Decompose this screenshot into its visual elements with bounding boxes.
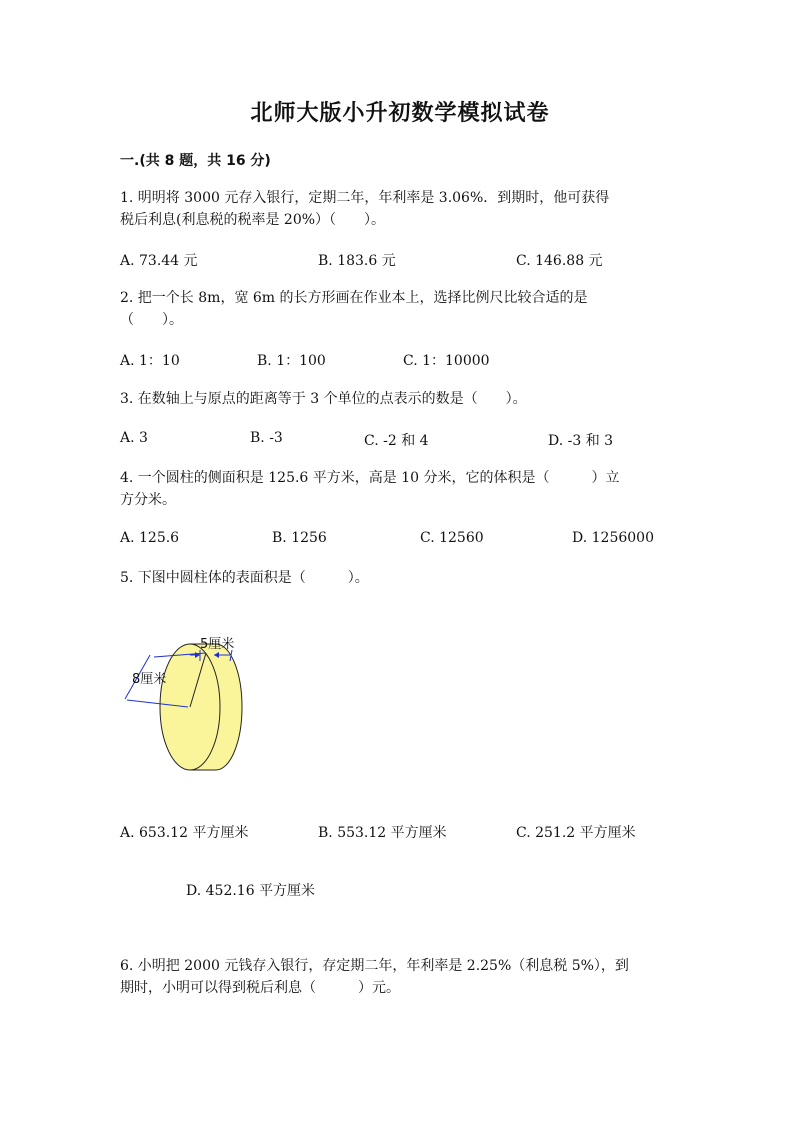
q5-option-a[interactable]: A. 653.12 平方厘米 <box>120 825 249 841</box>
question-4-line-1: 4. 一个圆柱的侧面积是 125.6 平方米，高是 10 分米，它的体积是（ ）立 <box>120 470 620 486</box>
question-3-line-1: 3. 在数轴上与原点的距离等于 3 个单位的点表示的数是（ ）。 <box>120 391 527 407</box>
q3-option-b[interactable]: B. -3 <box>250 430 283 446</box>
q2-option-c[interactable]: C. 1：10000 <box>403 353 490 369</box>
question-2-line-1: 2. 把一个长 8m，宽 6m 的长方形画在作业本上，选择比例尺比较合适的是 <box>120 290 588 306</box>
q4-option-d[interactable]: D. 1256000 <box>572 530 654 546</box>
q4-option-a[interactable]: A. 125.6 <box>120 530 180 546</box>
q3-option-d[interactable]: D. -3 和 3 <box>548 433 614 449</box>
q1-option-c[interactable]: C. 146.88 元 <box>516 253 603 269</box>
question-5-line-1: 5. 下图中圆柱体的表面积是（ ）。 <box>120 570 369 586</box>
radius-label: 8厘米 <box>132 672 167 687</box>
q3-option-a[interactable]: A. 3 <box>120 430 148 446</box>
question-1-line-2: 税后利息(利息税的税率是 20%）（ ）。 <box>120 212 386 228</box>
q2-option-b[interactable]: B. 1：100 <box>257 353 326 369</box>
q4-option-b[interactable]: B. 1256 <box>272 530 327 546</box>
q5-option-c[interactable]: C. 251.2 平方厘米 <box>516 825 636 841</box>
section-heading: 一.(共 8 题，共 16 分) <box>120 153 271 169</box>
q5-option-d[interactable]: D. 452.16 平方厘米 <box>186 883 316 899</box>
question-2-line-2: （ ）。 <box>120 312 183 328</box>
page-title: 北师大版小升初数学模拟试卷 <box>250 101 550 126</box>
question-6-line-2: 期时，小明可以得到税后利息（ ）元。 <box>120 980 400 996</box>
height-label: 5厘米 <box>200 637 235 652</box>
q1-option-a[interactable]: A. 73.44 元 <box>120 253 198 269</box>
q4-option-c[interactable]: C. 12560 <box>420 530 484 546</box>
q1-option-b[interactable]: B. 183.6 元 <box>318 253 396 269</box>
question-1-line-1: 1. 明明将 3000 元存入银行，定期二年，年利率是 3.06%．到期时，他可获得 <box>120 190 610 206</box>
cylinder-figure <box>118 625 258 779</box>
q5-option-b[interactable]: B. 553.12 平方厘米 <box>318 825 447 841</box>
question-4-line-2: 方分米。 <box>120 492 176 508</box>
q3-option-c[interactable]: C. -2 和 4 <box>364 433 429 449</box>
question-6-line-1: 6. 小明把 2000 元钱存入银行，存定期二年，年利率是 2.25%（利息税 5%），到 <box>120 958 629 974</box>
q2-option-a[interactable]: A. 1：10 <box>120 353 180 369</box>
